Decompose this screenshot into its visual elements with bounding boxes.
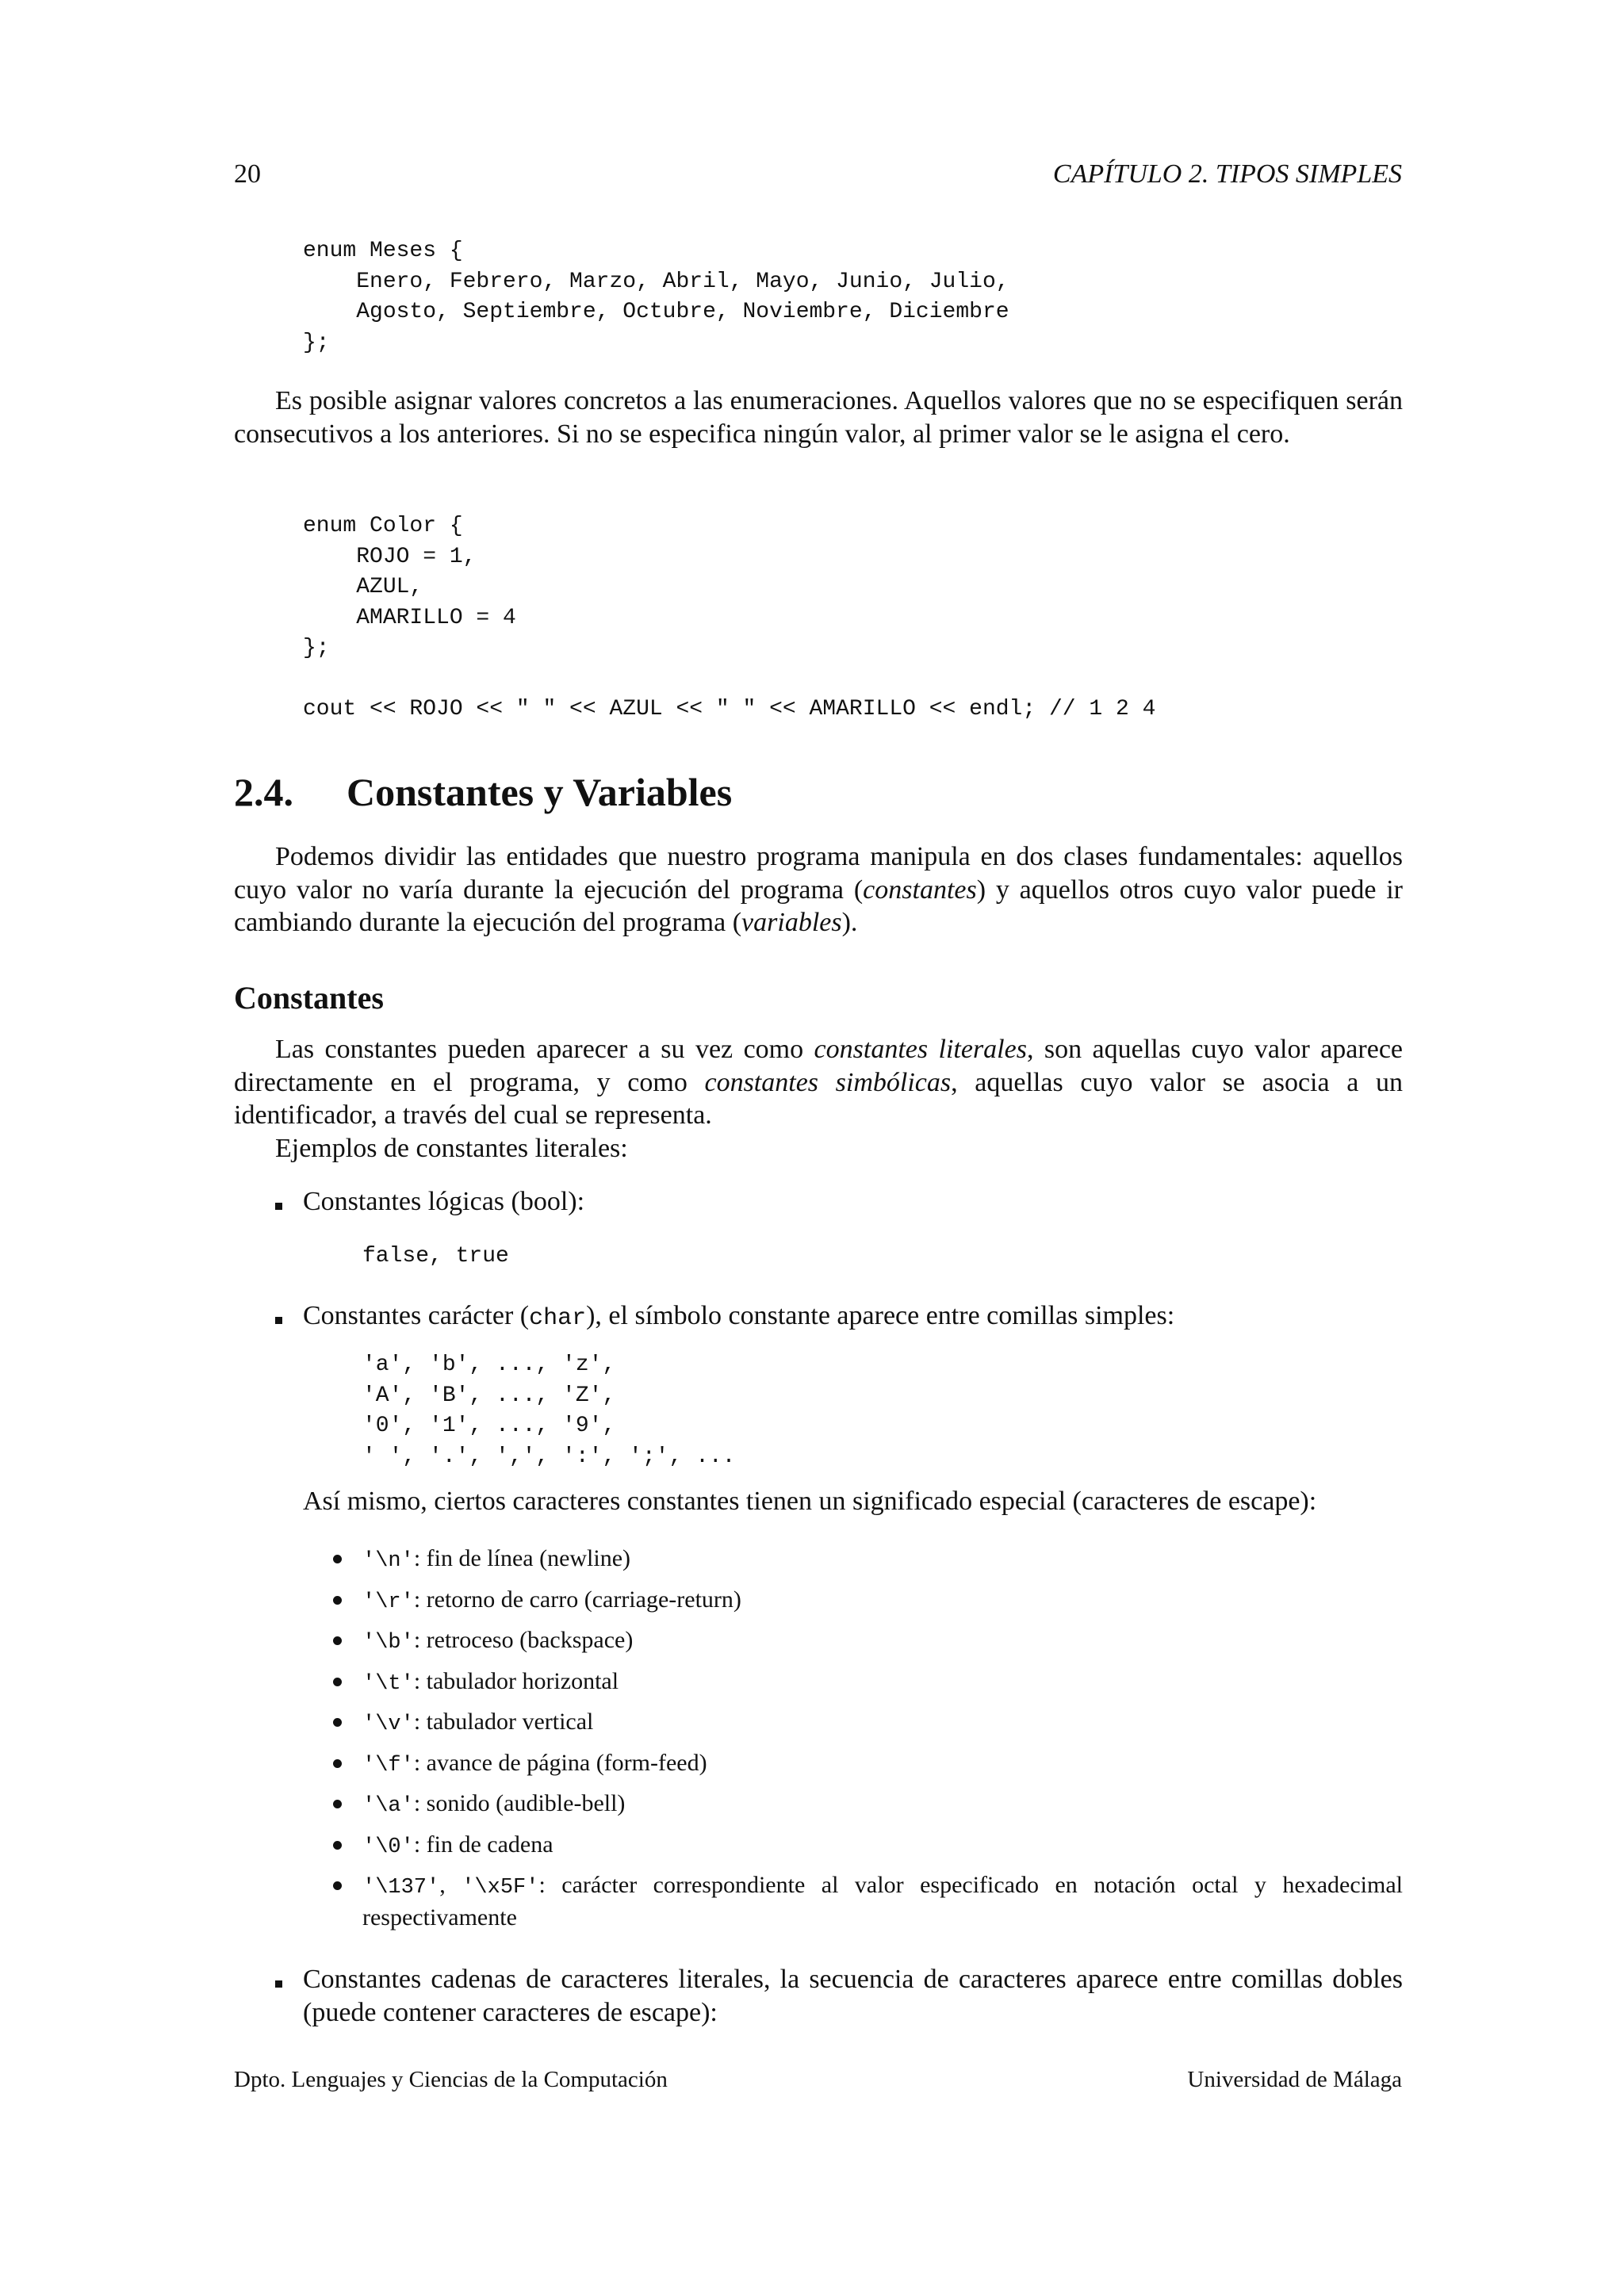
page-number: 20 <box>234 159 261 189</box>
bullet-bool-text: Constantes lógicas (bool): <box>303 1187 585 1216</box>
escape-intro: Así mismo, ciertos caracteres constantes tienen un significado especial (caracteres de escape): <box>303 1487 1317 1516</box>
running-header-chapter: CAPÍTULO 2. TIPOS SIMPLES <box>1052 159 1402 189</box>
list-item: '\0': fin de cadena <box>333 1830 1403 1871</box>
code-line: AZUL, <box>303 575 423 599</box>
code-line: Agosto, Septiembre, Octubre, Noviembre, Diciembre <box>303 300 1009 324</box>
code-block-meses <box>303 236 1009 358</box>
list-item: '\t': tabulador horizontal <box>333 1667 1403 1708</box>
code-bool: false, true <box>362 1244 509 1269</box>
list-item: '\v': tabulador vertical <box>333 1707 1403 1748</box>
paragraph-enum-values: Es posible asignar valores concretos a las enumeraciones. Aquellos valores que no se especifiquen serán consecutivos a los anteriores. Si no se especifica ningún valor, al primer valor se le asigna el cero. <box>234 386 1403 449</box>
code-line: cout << ROJO << " " << AZUL << " " << AMARILLO << endl; // 1 2 4 <box>303 697 1156 721</box>
bullet-char-text: Constantes carácter (char), el símbolo constante aparece entre comillas simples: <box>303 1301 1175 1332</box>
code-line: enum Color { <box>303 514 463 538</box>
list-item: '\b': retroceso (backspace) <box>333 1625 1403 1667</box>
list-item: '\137', '\x5F': carácter correspondiente al valor especificado en notación octal y hexadecimal respectivamente <box>333 1870 1403 1934</box>
paragraph-ejemplos: Ejemplos de constantes literales: <box>275 1134 628 1163</box>
code-block-color <box>303 511 1155 725</box>
square-bullet <box>275 1977 282 1992</box>
code-line <box>303 664 1155 695</box>
footer-university: Universidad de Málaga <box>1187 2067 1402 2092</box>
paragraph-intro: Podemos dividir las entidades que nuestro programa manipula en dos clases fundamentales: aquellos cuyo valor no varía durante la ejecución del programa (constantes) y aquellos otros cuyo valor puede ir cambiando durante la ejecución del programa (variables). <box>234 842 1403 937</box>
square-bullet <box>275 1314 282 1328</box>
section-heading <box>234 769 732 815</box>
code-line: '0', '1', ..., '9', <box>362 1414 616 1438</box>
section-title: Constantes y Variables <box>347 770 733 814</box>
footer-department: Dpto. Lenguajes y Ciencias de la Computación <box>234 2067 668 2092</box>
code-block-char <box>362 1350 735 1472</box>
code-line: 'a', 'b', ..., 'z', <box>362 1353 616 1377</box>
list-item: '\f': avance de página (form-feed) <box>333 1748 1403 1789</box>
list-item: '\a': sonido (audible-bell) <box>333 1789 1403 1830</box>
code-line: ' ', '.', ',', ':', ';', ... <box>362 1444 736 1469</box>
subsection-heading: Constantes <box>234 980 384 1016</box>
paragraph-constantes: Las constantes pueden aparecer a su vez como constantes literales, son aquellas cuyo valor aparece directamente en el programa, y como constantes simbólicas, aquellas cuyo valor se asocia a un identificador, a través del cual se representa. <box>234 1035 1403 1130</box>
code-line: enum Meses { <box>303 239 463 263</box>
escape-list <box>333 1544 1403 1934</box>
list-item: '\n': fin de línea (newline) <box>333 1544 1403 1585</box>
code-line: }; <box>303 636 330 660</box>
square-bullet <box>275 1200 282 1214</box>
code-line: }; <box>303 330 330 355</box>
section-number: 2.4. <box>234 770 293 814</box>
code-line: AMARILLO = 4 <box>303 605 516 630</box>
code-line: Enero, Febrero, Marzo, Abril, Mayo, Junio, Julio, <box>303 269 1009 294</box>
list-item: '\r': retorno de carro (carriage-return) <box>333 1585 1403 1626</box>
code-line: ROJO = 1, <box>303 544 477 569</box>
code-line: 'A', 'B', ..., 'Z', <box>362 1383 616 1408</box>
bullet-strings-text: Constantes cadenas de caracteres literales, la secuencia de caracteres aparece entre comillas dobles (puede contener caracteres de escape): <box>303 1965 1403 2027</box>
